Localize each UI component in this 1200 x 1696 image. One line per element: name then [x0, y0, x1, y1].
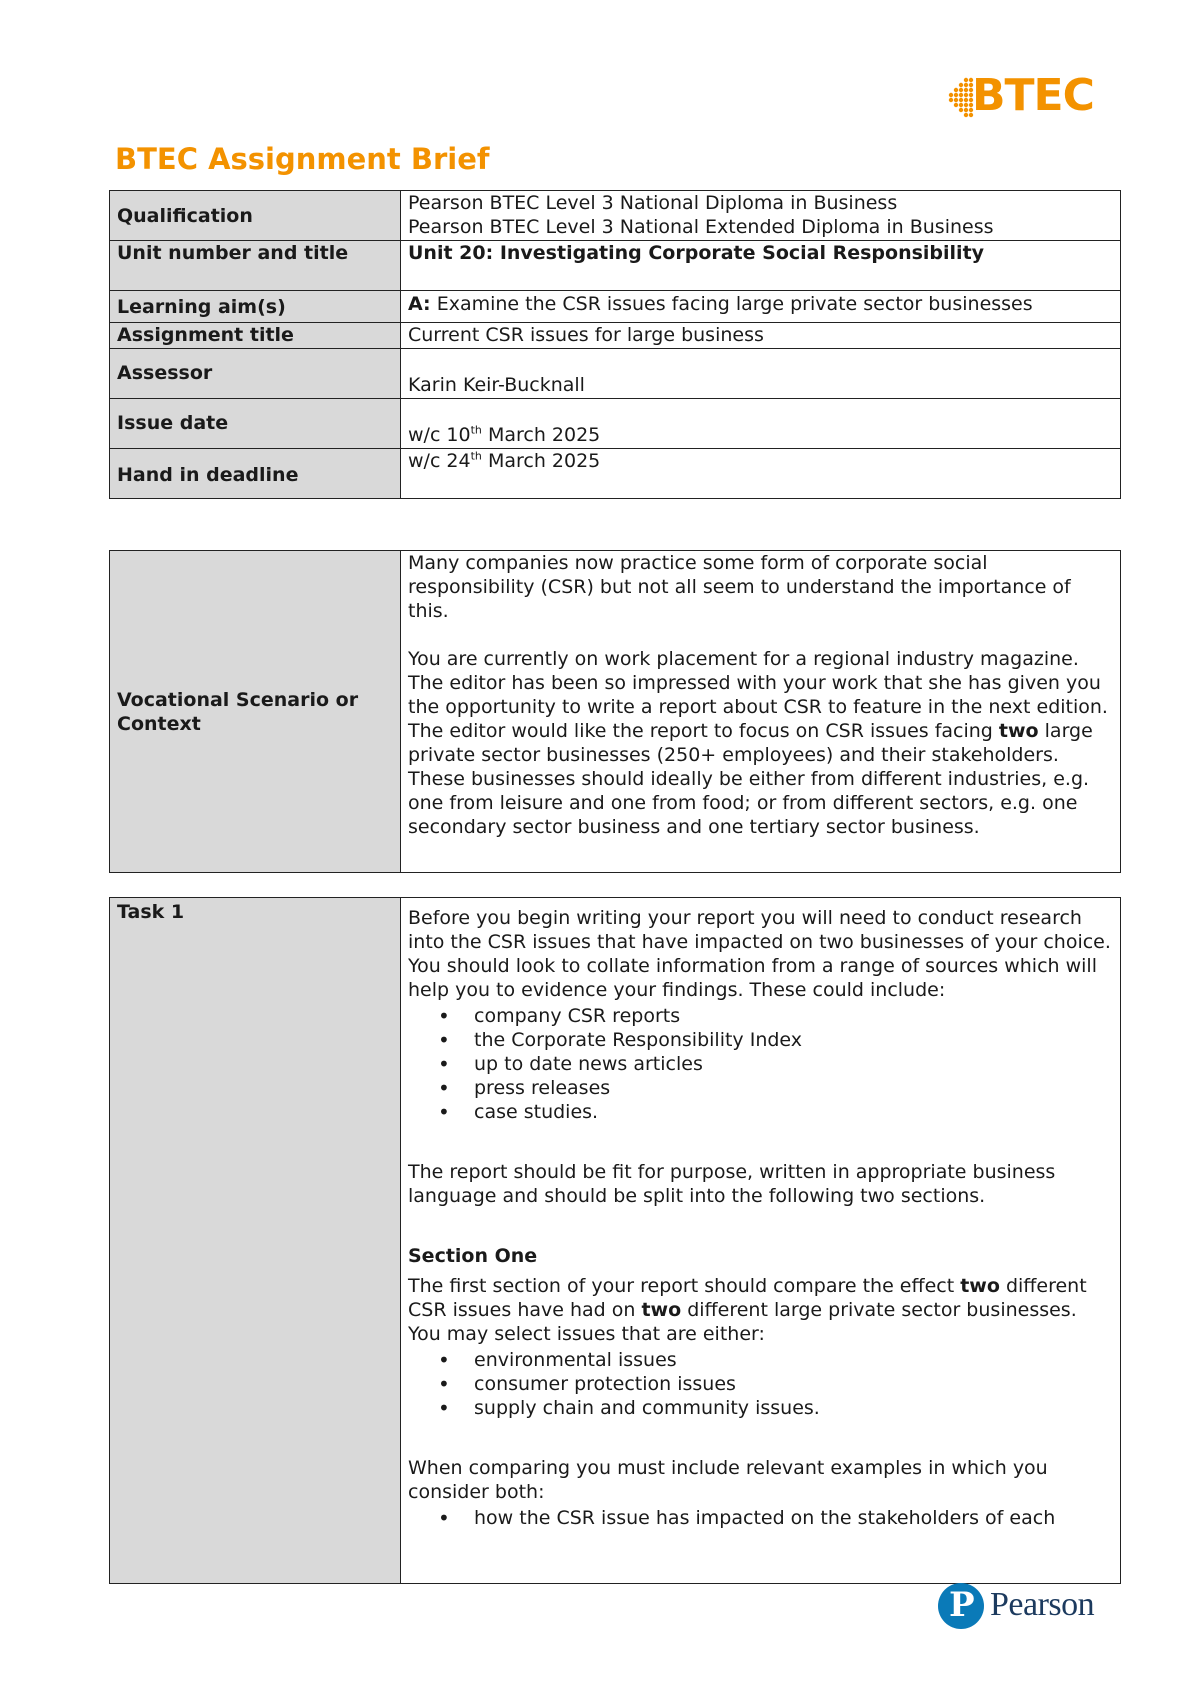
qualification-line-2: Pearson BTEC Level 3 National Extended Diploma in Business — [408, 216, 994, 238]
scenario-table — [109, 550, 1121, 873]
scenario-paragraph-2-b: large private sector businesses (250+ employees) and their stakeholders. These businesses should ideally be either from different industries, e.g. one from leisure and one from food; or from different sectors, e.g. one secondary sector business and one tertiary sector business. — [408, 720, 1093, 838]
deadline-label: Hand in deadline — [110, 449, 401, 499]
issue-date-prefix: w/c 10 — [408, 424, 471, 446]
list-item: • supply chain and community issues. — [474, 1396, 1113, 1420]
scenario-paragraph-2-a: You are currently on work placement for a regional industry magazine. The editor has been so impressed with your work that she has given you the opportunity to write a report about CSR to feature in the next edition. The editor would like the report to focus on CSR issues facing — [408, 648, 1108, 742]
task-table — [109, 897, 1121, 1584]
issue-date-row — [110, 399, 1121, 449]
scenario-row — [110, 551, 1121, 873]
task-row — [110, 898, 1121, 1584]
section-one-c: different large private sector businesses. You may select issues that are either: — [408, 1299, 1077, 1345]
deadline-sup: th — [470, 449, 482, 463]
deadline-row — [110, 449, 1121, 499]
section-one-bold-1: two — [960, 1275, 1000, 1297]
issue-date-label: Issue date — [110, 399, 401, 449]
list-item: • the Corporate Responsibility Index — [474, 1028, 1113, 1052]
issues-list — [408, 1348, 1113, 1420]
scenario-paragraph-2-bold: two — [998, 720, 1039, 742]
section-one-b: different CSR issues have had on — [408, 1275, 1087, 1321]
pearson-logo — [938, 1583, 1098, 1633]
qualification-value — [401, 191, 1121, 241]
section-heading: Section One — [408, 1245, 538, 1267]
section-one-bold-2: two — [641, 1299, 682, 1321]
issue-date-sup: th — [470, 423, 482, 437]
btec-dots-icon — [944, 76, 974, 120]
pearson-logo-text: Pearson — [990, 1586, 1095, 1623]
assignment-row — [110, 323, 1121, 349]
qualification-row — [110, 191, 1121, 241]
section-one-a: The first section of your report should compare the effect — [408, 1275, 961, 1297]
considerations-list — [408, 1506, 1113, 1530]
aim-value — [401, 291, 1121, 323]
issue-date-value — [401, 399, 1121, 449]
assignment-value: Current CSR issues for large business — [401, 323, 1121, 349]
btec-logo — [944, 72, 1096, 124]
list-item: • how the CSR issue has impacted on the stakeholders of each — [474, 1506, 1113, 1530]
aim-label: Learning aim(s) — [110, 291, 401, 323]
unit-row — [110, 241, 1121, 291]
list-item: • case studies. — [474, 1100, 1113, 1124]
assessor-row — [110, 349, 1121, 399]
section-one-text — [408, 1274, 1113, 1346]
list-item: • press releases — [474, 1076, 1113, 1100]
list-item: • company CSR reports — [474, 1004, 1113, 1028]
scenario-content — [401, 551, 1121, 873]
list-item: • consumer protection issues — [474, 1372, 1113, 1396]
unit-value: Unit 20: Investigating Corporate Social Responsibility — [401, 241, 1121, 291]
aim-row — [110, 291, 1121, 323]
sources-list — [408, 1004, 1113, 1124]
page-title: BTEC Assignment Brief — [115, 142, 490, 176]
qualification-label-text: Qualification — [117, 204, 253, 227]
assessor-value: Karin Keir-Bucknall — [401, 349, 1121, 399]
qualification-label — [110, 191, 401, 241]
qualification-line-1: Pearson BTEC Level 3 National Diploma in Business — [408, 192, 898, 214]
scenario-label: Vocational Scenario or Context — [110, 551, 401, 873]
pearson-p-letter: P — [949, 1585, 975, 1625]
assessor-label: Assessor — [110, 349, 401, 399]
list-item: • up to date news articles — [474, 1052, 1113, 1076]
report-note: The report should be fit for purpose, written in appropriate business language and should be split into the following two sections. — [408, 1161, 1056, 1207]
deadline-suffix: March 2025 — [481, 450, 601, 472]
aim-text: Examine the CSR issues facing large private sector businesses — [430, 293, 1033, 315]
unit-label: Unit number and title — [110, 241, 401, 291]
task-label: Task 1 — [110, 898, 401, 1584]
comparing-text: When comparing you must include relevant examples in which you consider both: — [408, 1457, 1048, 1503]
aim-prefix: A: — [408, 293, 431, 315]
task-content — [401, 898, 1121, 1584]
scenario-paragraph-1: Many companies now practice some form of corporate social responsibility (CSR) but not all seem to understand the importance of this. — [408, 552, 1071, 622]
issue-date-suffix: March 2025 — [481, 424, 601, 446]
deadline-value — [401, 449, 1121, 499]
pearson-p-icon — [938, 1583, 984, 1629]
task-intro: Before you begin writing your report you will need to conduct research into the CSR issues that have impacted on two businesses of your choice. You should look to collate information from a range of sources which will help you to evidence your findings. These could include: — [408, 907, 1111, 1001]
scenario-paragraph-2 — [408, 647, 1113, 839]
assignment-label: Assignment title — [110, 323, 401, 349]
deadline-prefix: w/c 24 — [408, 450, 471, 472]
btec-logo-text: BTEC — [972, 70, 1094, 121]
list-item: • environmental issues — [474, 1348, 1113, 1372]
details-table — [109, 190, 1121, 499]
